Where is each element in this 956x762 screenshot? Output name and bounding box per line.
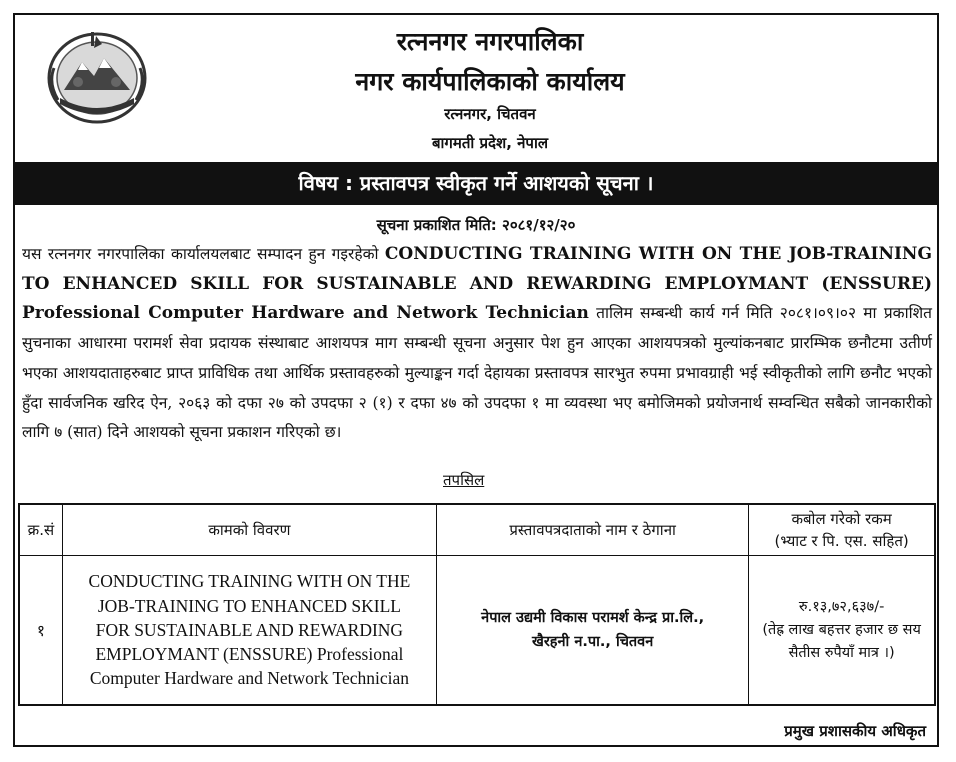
published-date: सूचना प्रकाशित मिति: २०८१/१२/२०	[376, 216, 576, 234]
row-sn: १	[19, 556, 62, 706]
header-amount-line2: (भ्याट र पि. एस. सहित)	[774, 532, 909, 550]
header-amount-line1: कबोल गरेको रकम	[791, 510, 892, 528]
address-province: बागमती प्रदेश, नेपाल	[431, 134, 549, 152]
table-header-row	[19, 504, 935, 556]
row-vendor-name: नेपाल उद्यमी विकास परामर्श केन्द्र प्रा.लि.,	[481, 610, 705, 626]
schedule-label: तपसिल	[443, 471, 485, 489]
header-vendor: प्रस्तावपत्रदाताको नाम र ठेगाना	[437, 504, 749, 556]
schedule-table	[18, 503, 936, 706]
office-name: नगर कार्यपालिकाको कार्यालय	[355, 67, 625, 96]
table-row	[19, 556, 935, 706]
header-sn: क्र.सं	[19, 504, 62, 556]
row-description: CONDUCTING TRAINING WITH ON THE JOB-TRAINING TO ENHANCED SKILL FOR SUSTAINABLE AND REWARDING EMPLOYMANT (ENSSURE) Professional Computer Hardware and Network Technician	[88, 571, 411, 689]
row-description-cell	[62, 556, 436, 706]
address-city: रत्ननगर, चितवन	[444, 105, 536, 123]
municipality-emblem-icon	[44, 28, 150, 126]
notice-body	[22, 240, 932, 448]
header-amount	[749, 504, 935, 556]
body-intro: यस रत्ननगर नगरपालिका कार्यालयलबाट सम्पादन हुन गइरहेको	[22, 245, 385, 263]
row-vendor-cell	[437, 556, 749, 706]
row-amount-words: (तेह्र लाख बहत्तर हजार छ सय सैतीस रुपैयाँ मात्र ।)	[762, 621, 921, 661]
subject-heading: विषय : प्रस्तावपत्र स्वीकृत गर्ने आशयको सूचना ।	[15, 162, 937, 205]
project-title: CONDUCTING TRAINING WITH ON THE JOB-TRAINING TO ENHANCED SKILL FOR SUSTAINABLE AND REWARDING EMPLOYMANT (ENSSURE) Professional Computer Hardware and Network Technician	[22, 244, 932, 324]
org-name: रत्ननगर नगरपालिका	[396, 27, 584, 56]
header-description: कामको विवरण	[62, 504, 436, 556]
body-rest: तालिम सम्बन्धी कार्य गर्न मिति २०८१।०९।०२ मा प्रकाशित सुचनाका आधारमा परामर्श सेवा प्रदायक संस्थाबाट आशयपत्र माग सम्बन्धी सूचना अनुसार पेश हुन आएका आशयपत्रको मुल्यांकनबाट प्रारम्भिक छनौटमा उतीर्ण भएका आशयदाताहरुबाट प्राप्त प्राविधिक तथा आर्थिक प्रस्तावहरुको मुल्याङ्कन गर्दा देहायका प्रस्तावपत्र सारभुत रुपमा प्रभावग्राही भई स्वीकृतीको लागि छनौट भएको हुँदा सार्वजनिक खरिद ऐन, २०६३ को दफा २७ को उपदफा २ (१) र दफा ४७ को उपदफा १ मा व्यवस्था भए बमोजिमको प्रयोजनार्थ सम्वन्धित सबैको जानकारीको लागि ७ (सात) दिने आशयको सूचना प्रकाशन गरिएको छ।	[22, 304, 932, 442]
row-vendor-address: खैरहनी न.पा., चितवन	[532, 634, 654, 650]
row-amount-cell	[749, 556, 935, 706]
row-amount-figure: रु.१३,७२,६३७/-	[798, 598, 885, 615]
signatory: प्रमुख प्रशासकीय अधिकृत	[784, 722, 926, 740]
